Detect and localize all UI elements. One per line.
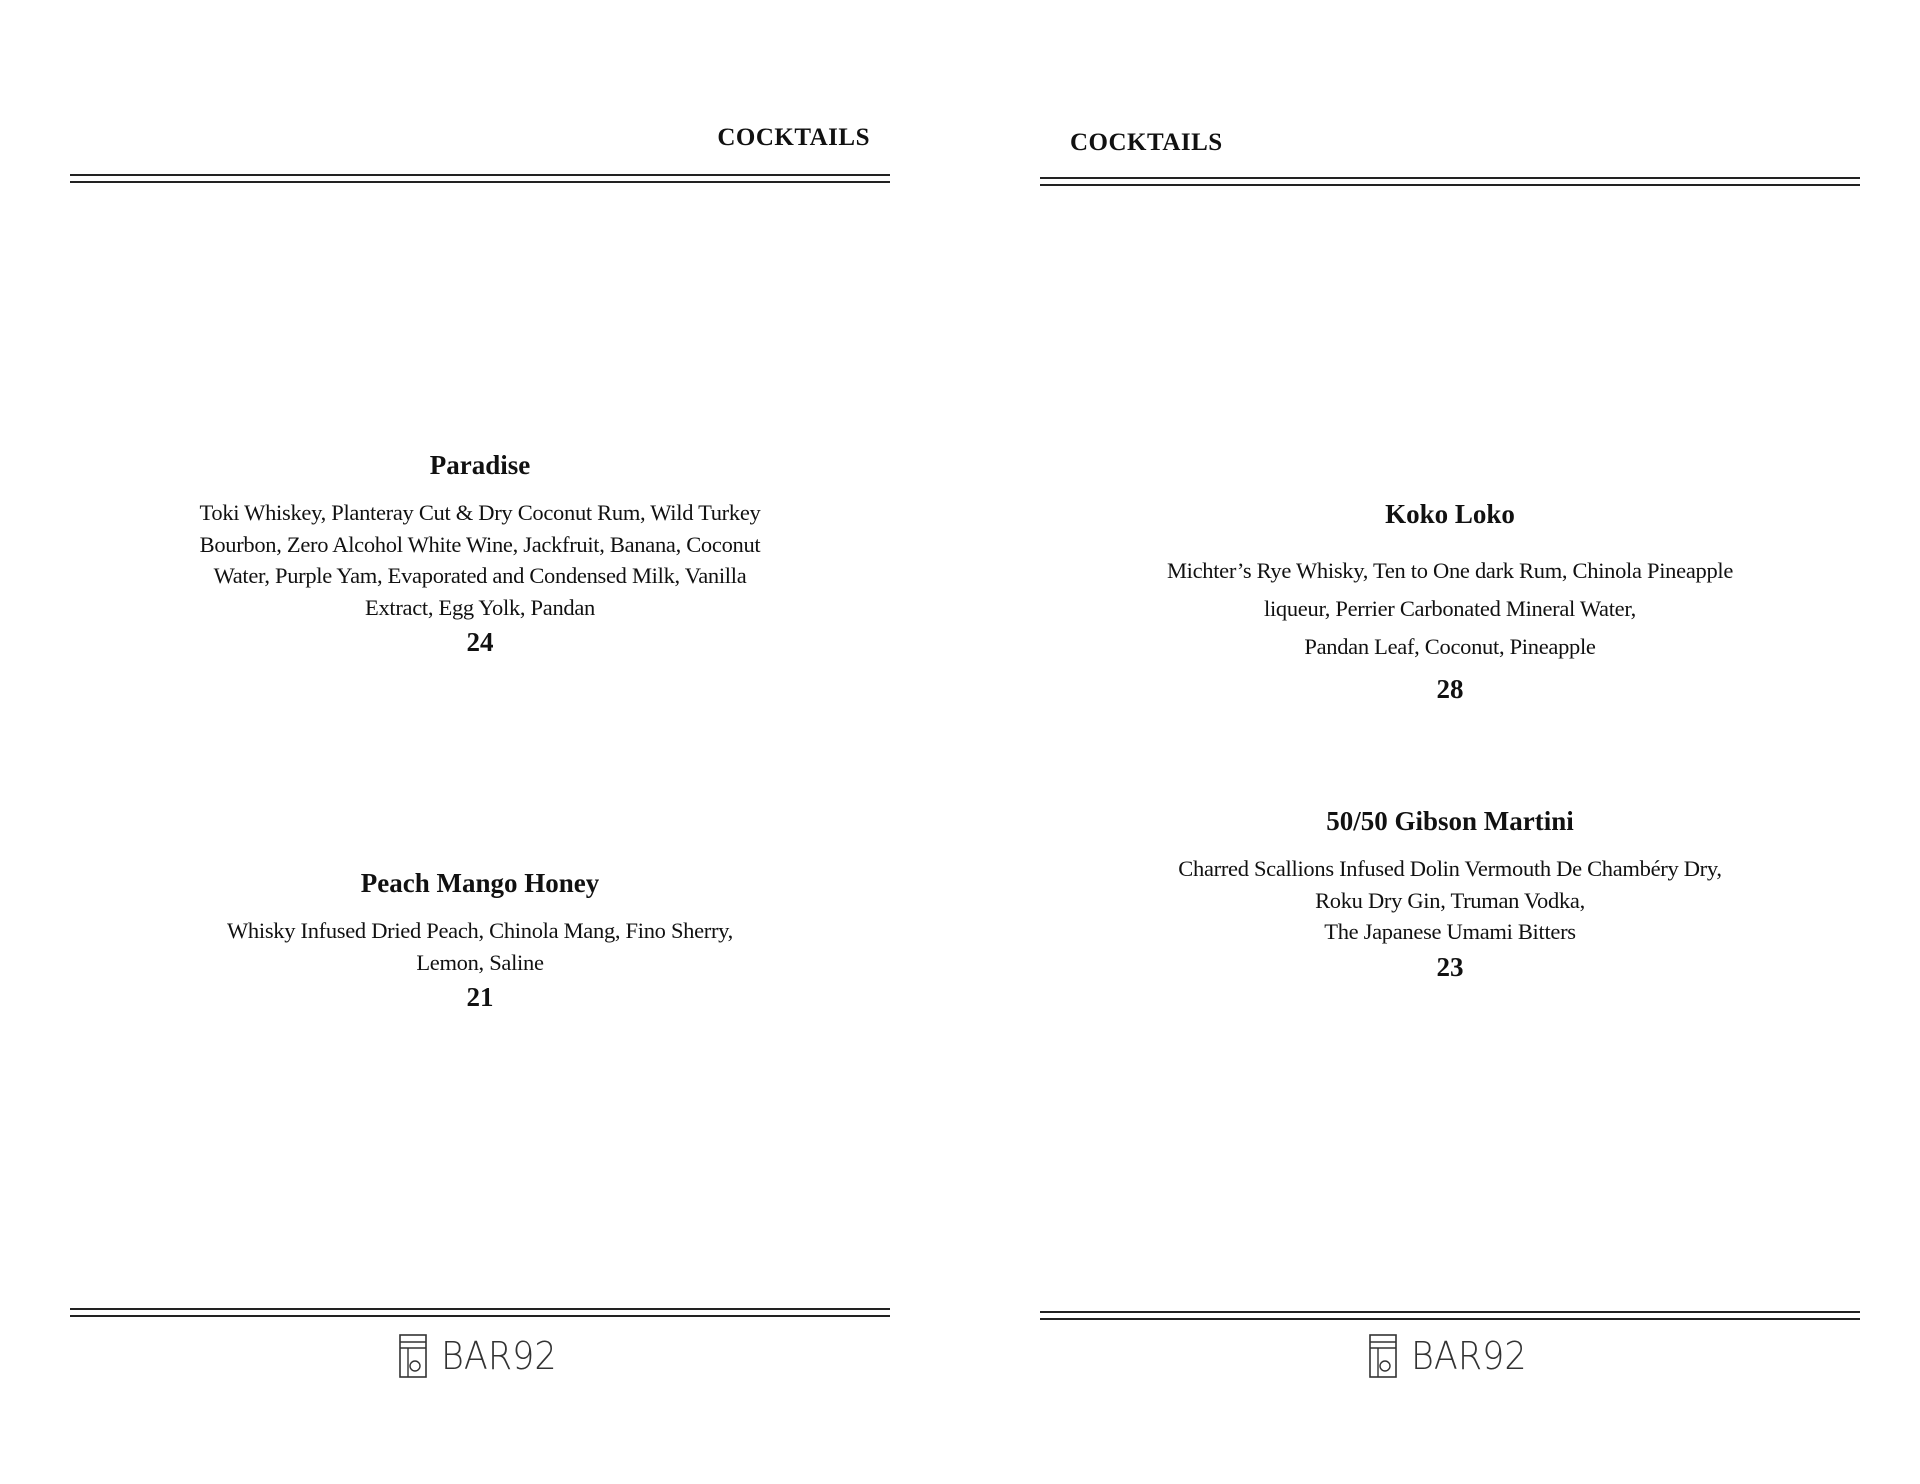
description-line: liqueur, Perrier Carbonated Mineral Water, [1264,596,1636,621]
menu-item-koko-loko [1040,499,1860,705]
bar92-logo-icon [398,1334,428,1378]
bar92-logo [70,1334,890,1378]
description-line: Charred Scallions Infused Dolin Vermouth De Chambéry Dry, [1178,856,1722,881]
section-title: COCKTAILS [717,124,870,151]
section-title: COCKTAILS [1070,129,1223,156]
header-divider [1040,177,1860,186]
menu-page-left [70,0,890,1484]
description-line: Whisky Infused Dried Peach, Chinola Mang, Fino Sherry, [226,918,733,943]
logo-text: BAR92 [441,1334,557,1378]
footer-divider [1040,1311,1860,1320]
description-line: Water, Purple Yam, Evaporated and Condensed Milk, Vanilla [213,563,747,588]
bar92-logo-icon [1368,1334,1398,1378]
item-price: 21 [466,982,494,1012]
menu-item-gibson-martini [1040,806,1860,983]
item-name: Koko Loko [1385,499,1515,529]
item-price: 23 [1436,951,1464,982]
description-line: The Japanese Umami Bitters [1324,919,1576,944]
description-line: Roku Dry Gin, Truman Vodka, [1315,887,1585,913]
description-line: Michter’s Rye Whisky, Ten to One dark Rum, Chinola Pineapple [1166,558,1734,583]
item-description [70,915,890,978]
menu-item-peach-mango-honey [70,868,890,1013]
item-description [70,497,890,623]
item-price: 24 [466,627,494,657]
item-price: 28 [1436,674,1464,704]
description-line: Toki Whiskey, Planteray Cut & Dry Coconut Rum, Wild Turkey [199,500,761,525]
item-description [1040,853,1860,948]
header-divider [70,174,890,183]
description-line: Extract, Egg Yolk, Pandan [365,594,595,620]
item-name: 50/50 Gibson Martini [1326,806,1574,836]
item-description [1040,552,1860,666]
menu-item-paradise [70,450,890,658]
logo-text: BAR92 [1411,1334,1527,1378]
description-line: Bourbon, Zero Alcohol White Wine, Jackfruit, Banana, Coconut [199,531,761,557]
footer-divider [70,1308,890,1317]
bar92-logo [1040,1334,1860,1378]
description-line: Pandan Leaf, Coconut, Pineapple [1304,634,1596,659]
description-line: Lemon, Saline [416,949,544,975]
menu-page-right [1040,0,1860,1484]
item-name: Peach Mango Honey [360,868,600,898]
item-name: Paradise [429,450,531,480]
